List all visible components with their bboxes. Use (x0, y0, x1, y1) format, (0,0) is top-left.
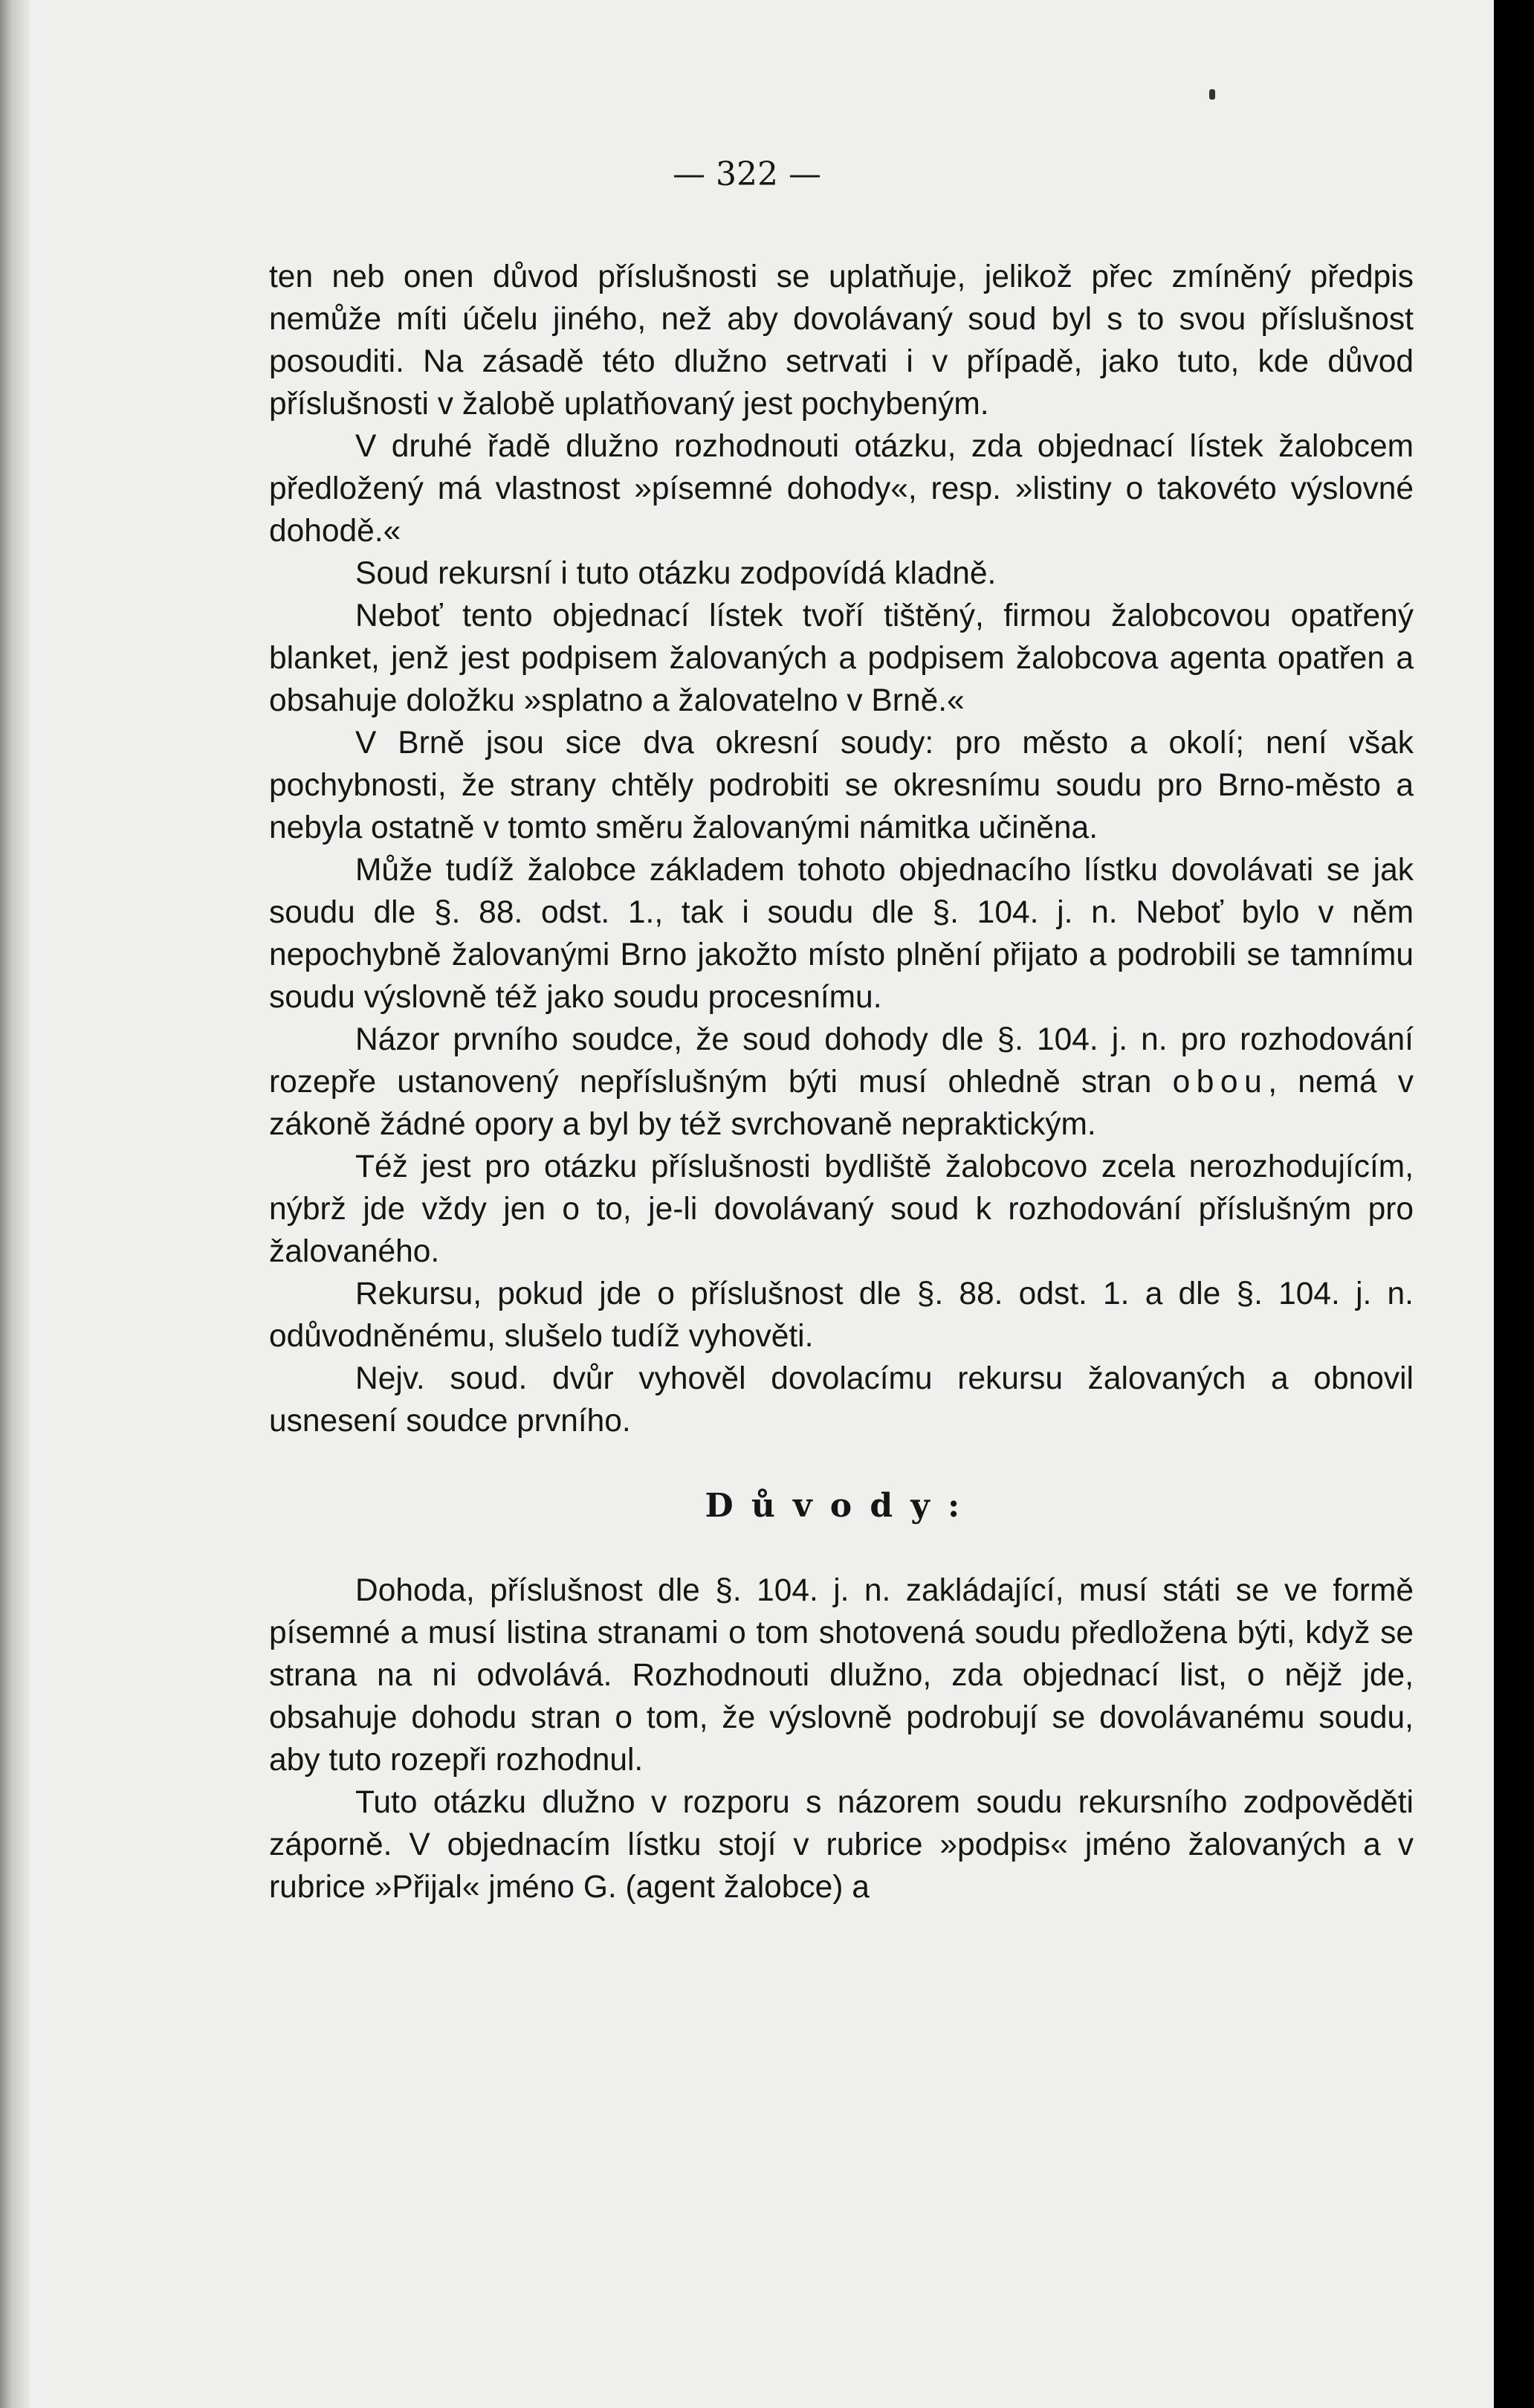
paragraph-text: , nemá v zákoně žádné opory a byl by též svrchovaně nepraktickým. (269, 1065, 1414, 1142)
paragraph: V druhé řadě dlužno rozhodnouti otázku, zda objednací lístek žalobcem předložený má vlastnost »písemné dohody«, resp. »listiny o takovéto výslovné dohodě.« (269, 429, 1414, 549)
paragraph-text: Názor prvního soudce, že soud dohody dle §. 104. j. n. pro rozhodování rozepře ustanovený nepříslušným býti musí ohledně stran (269, 1022, 1414, 1100)
paragraph: ten neb onen důvod příslušnosti se uplatňuje, jelikož přec zmíněný předpis nemůže míti účelu jiného, než aby dovolávaný soud byl s to svou příslušnost posouditi. Na zásadě této dlužno setrvati i v případě, jako tuto, kde důvod příslušnosti v žalobě uplatňovaný jest pochybeným. (269, 259, 1414, 422)
body-text (269, 256, 1414, 1908)
paragraph-group-top (269, 256, 1414, 1019)
paragraph: Soud rekursní i tuto otázku zodpovídá kladně. (355, 556, 997, 591)
paragraph: V Brně jsou sice dva okresní soudy: pro město a okolí; není však pochybnosti, že strany chtěly podrobiti se okresnímu soudu pro Brno-město a nebyla ostatně v tomto směru žalovanými námitka učiněna. (269, 726, 1414, 845)
paragraph: Tuto otázku dlužno v rozporu s názorem soudu rekursního zodpověděti záporně. V objednacím lístku stojí v rubrice »podpis« jméno žalovaných a v rubrice »Přijal« jméno G. (agent žalobce) a (269, 1785, 1414, 1905)
paragraph: Dohoda, příslušnost dle §. 104. j. n. zakládající, musí státi se ve formě písemné a musí listina stranami o tom shotovená soudu předložena býti, když se strana na ni odvolává. Rozhodnouti dlužno, zda objednací list, o nějž jde, obsahuje dohodu stran o tom, že výslovně podrobují se dovolávanému soudu, aby tuto rozepři rozhodnul. (269, 1573, 1414, 1778)
page-spine-shadow (0, 0, 30, 2408)
paragraph-group-bottom (269, 1569, 1414, 1908)
page-number: — 322 — (673, 155, 821, 193)
section-heading: Důvody: (705, 1487, 978, 1525)
paragraph: Nejv. soud. dvůr vyhověl dovolacímu rekursu žalovaných a obnovil usnesení soudce prvního. (269, 1361, 1414, 1439)
paragraph-nazor (269, 1019, 1414, 1146)
ink-speck (1209, 89, 1215, 100)
paragraph-group-middle (269, 1146, 1414, 1442)
paragraph: Rekursu, pokud jde o příslušnost dle §. 88. odst. 1. a dle §. 104. j. n. odůvodněnému, slušelo tudíž vyhověti. (269, 1276, 1414, 1354)
paragraph: Neboť tento objednací lístek tvoří tištěný, firmou žalobcovou opatřený blanket, jenž jest podpisem žalovaných a podpisem žalobcova agenta opatřen a obsahuje doložku »splatno a žalovatelno v Brně.« (269, 598, 1414, 718)
paragraph: Může tudíž žalobce základem tohoto objednacího lístku dovolávati se jak soudu dle §. 88. odst. 1., tak i soudu dle §. 104. j. n. Neboť bylo v něm nepochybně žalovanými Brno jakožto místo plnění přijato a podrobili se tamnímu soudu výslovně též jako soudu procesnímu. (269, 853, 1414, 1015)
paragraph: Též jest pro otázku příslušnosti bydliště žalobcovo zcela nerozhodujícím, nýbrž jde vždy jen o to, je-li dovolávaný soud k rozhodování příslušným pro žalovaného. (269, 1149, 1414, 1269)
spaced-emphasis: obou (1172, 1065, 1269, 1100)
